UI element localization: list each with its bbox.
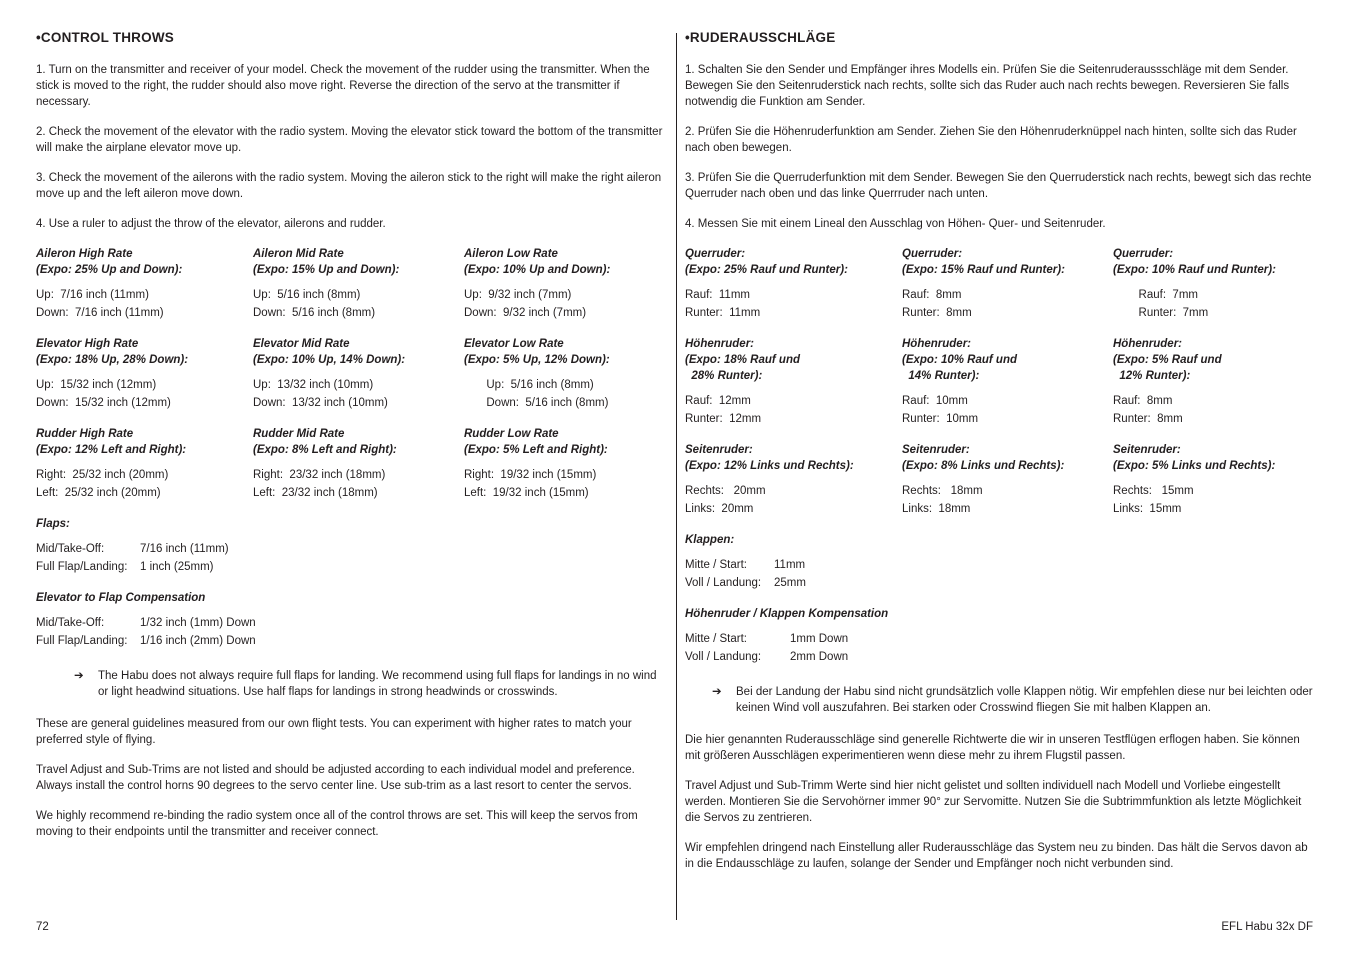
rate-block: Höhenruder: (Expo: 18% Rauf und 28% Runter): Rauf: 12mm Runter: 12mm: [685, 338, 801, 425]
high-rate-column: [685, 246, 902, 532]
step-4: 4. Messen Sie mit einem Lineal den Ausschlag von Höhen- Quer- und Seitenruder.: [685, 218, 1106, 230]
column-divider: [676, 33, 677, 920]
mid-rate-column: [902, 246, 1113, 532]
rate-block: Aileron High Rate (Expo: 25% Up and Down): Up: 7/16 inch (11mm) Down: 7/16 inch (11mm): [36, 248, 183, 319]
rate-block: Aileron Low Rate (Expo: 10% Up and Down): Up: 9/32 inch (7mm) Down: 9/32 inch (7mm): [464, 248, 611, 319]
rate-block: Querruder: (Expo: 10% Rauf und Runter): Rauf: 7mm Runter: 7mm: [1113, 248, 1276, 319]
rate-block: Aileron Mid Rate (Expo: 15% Up and Down): Up: 5/16 inch (8mm) Down: 5/16 inch (8mm): [253, 248, 400, 319]
closing-3: We highly recommend re-binding the radio system once all of the control throws are set. This will keep the servos from moving to their endpoints until the transmitter and receiver connect.: [36, 810, 638, 838]
step-2: 2. Check the movement of the elevator with the radio system. Moving the elevator stick toward the bottom of the transmitter will make the airplane elevator move up.: [36, 126, 663, 154]
rate-block: Rudder High Rate (Expo: 12% Left and Right): Right: 25/32 inch (20mm) Left: 25/32 inch (20mm): [36, 428, 187, 499]
step-3: 3. Prüfen Sie die Querruderfunktion mit dem Sender. Bewegen Sie den Querruderstick nach rechts, bewegt sich das rechte Querruder nach oben und das linke Querrruder nach unten.: [685, 172, 1312, 200]
flaps-block: Klappen: Mitte / Start: 11mm Voll / Landung: 25mm: [685, 534, 806, 589]
rate-block: Höhenruder: (Expo: 10% Rauf und 14% Runter): Rauf: 10mm Runter: 10mm: [902, 338, 1018, 425]
flap-compensation-block: Elevator to Flap Compensation Mid/Take-Off: 1/32 inch (1mm) Down Full Flap/Landing: 1/16 inch (2mm) Down: [36, 592, 256, 647]
rate-block: Rudder Mid Rate (Expo: 8% Left and Right): Right: 23/32 inch (18mm) Left: 23/32 inch (18mm): [253, 428, 397, 499]
closing-2: Travel Adjust und Sub-Trimm Werte sind hier nicht gelistet und sollten individuell nach Modell und Vorliebe eingestellt werden. Montieren Sie die Servohörner immer 90° zur Servomitte. Nutzen Sie die Subtrimmfunktion als letzte Möglichkeit die Servos zu zentrieren.: [685, 780, 1302, 824]
section-title: •RUDERAUSSCHLÄGE: [685, 30, 836, 45]
rates-grid: [36, 246, 668, 516]
flap-compensation-block: Höhenruder / Klappen Kompensation Mitte / Start: 1mm Down Voll / Landung: 2mm Down: [685, 608, 889, 663]
step-3: 3. Check the movement of the ailerons with the radio system. Moving the aileron stick to the right will make the right aileron move up and the left aileron move down.: [36, 172, 662, 200]
arrow-right-icon: ➔: [712, 686, 722, 698]
rate-block: Querruder: (Expo: 15% Rauf und Runter): Rauf: 8mm Runter: 8mm: [902, 248, 1065, 319]
low-rate-column: [464, 246, 669, 516]
rate-block: Höhenruder: (Expo: 5% Rauf und 12% Runter): Rauf: 8mm Runter: 8mm: [1113, 338, 1222, 425]
rate-block: Seitenruder: (Expo: 12% Links und Rechts): Rechts: 20mm Links: 20mm: [685, 444, 854, 515]
closing-3: Wir empfehlen dringend nach Einstellung aller Ruderausschläge das System neu zu binden. Das hält die Servos davon ab in die Endausschläge zu laufen, solange der Sender und Empfänger noch nicht verbunden sind.: [685, 842, 1308, 870]
flaps-block: Flaps: Mid/Take-Off: 7/16 inch (11mm) Full Flap/Landing: 1 inch (25mm): [36, 518, 229, 573]
rate-block: Elevator Low Rate (Expo: 5% Up, 12% Down): Up: 5/16 inch (8mm) Down: 5/16 inch (8mm): [464, 338, 610, 409]
rate-block: Querruder: (Expo: 25% Rauf und Runter): Rauf: 11mm Runter: 11mm: [685, 248, 848, 319]
arrow-right-icon: ➔: [74, 670, 84, 682]
section-title: •CONTROL THROWS: [36, 30, 174, 45]
rate-block: Elevator High Rate (Expo: 18% Up, 28% Down): Up: 15/32 inch (12mm) Down: 15/32 inch (12mm): [36, 338, 189, 409]
closing-2: Travel Adjust and Sub-Trims are not listed and should be adjusted according to each individual model and preference. Always install the control horns 90 degrees to the servo center line. Use sub-trim as a last resort to center the servos.: [36, 764, 635, 792]
mid-rate-column: [253, 246, 464, 516]
rates-grid: [685, 246, 1317, 532]
low-rate-column: [1113, 246, 1318, 532]
rate-block: Elevator Mid Rate (Expo: 10% Up, 14% Down): Up: 13/32 inch (10mm) Down: 13/32 inch (10mm): [253, 338, 406, 409]
step-1: 1. Turn on the transmitter and receiver of your model. Check the movement of the rudder using the transmitter. When the stick is moved to the right, the rudder should also move right. Reverse the direction of the servo at the transmitter if necessary.: [36, 64, 650, 108]
product-name: EFL Habu 32x DF: [1221, 921, 1313, 933]
rate-block: Seitenruder: (Expo: 5% Links und Rechts): Rechts: 15mm Links: 15mm: [1113, 444, 1276, 515]
closing-1: These are general guidelines measured from our own flight tests. You can experiment with higher rates to match your preferred style of flying.: [36, 718, 632, 746]
closing-1: Die hier genannten Ruderausschläge sind generelle Richtwerte die wir in unseren Testflügen erflogen haben. Sie können mit größeren Ausschlägen experimentieren wenn diese mehr zu ihrem Flugstil passen.: [685, 734, 1300, 762]
rate-block: Seitenruder: (Expo: 8% Links und Rechts): Rechts: 18mm Links: 18mm: [902, 444, 1065, 515]
rate-block: Rudder Low Rate (Expo: 5% Left and Right): Right: 19/32 inch (15mm) Left: 19/32 inch (15mm): [464, 428, 608, 499]
flaps-note: ➔ The Habu does not always require full flaps for landing. We recommend using full flaps for landings in no wind or light headwind situations. Use half flaps for landings in strong headwinds or crosswinds.: [74, 670, 657, 698]
step-2: 2. Prüfen Sie die Höhenruderfunktion am Sender. Ziehen Sie den Höhenruderknüppel nach hinten, sollte sich das Ruder nach oben bewegen.: [685, 126, 1297, 154]
english-column: [36, 30, 668, 854]
step-1: 1. Schalten Sie den Sender und Empfänger ihres Modells ein. Prüfen Sie die Seitenruderaussschläge mit dem Sender. Bewegen Sie den Seitenruderstick nach rechts, sollte sich das Ruder auch nach rechts bewegen. Reversieren Sie falls notwendig die Funktion am Sender.: [685, 64, 1290, 108]
flaps-note: ➔ Bei der Landung der Habu sind nicht grundsätzlich volle Klappen nötig. Wir empfehlen diese nur bei leichten oder keinen Wind voll auszufahren. Bei starken oder Crosswind fliegen Sie mit halben Klappen an.: [712, 686, 1313, 714]
page-number: 72: [36, 921, 49, 933]
step-4: 4. Use a ruler to adjust the throw of the elevator, ailerons and rudder.: [36, 218, 386, 230]
high-rate-column: [36, 246, 253, 516]
german-column: [685, 30, 1317, 886]
